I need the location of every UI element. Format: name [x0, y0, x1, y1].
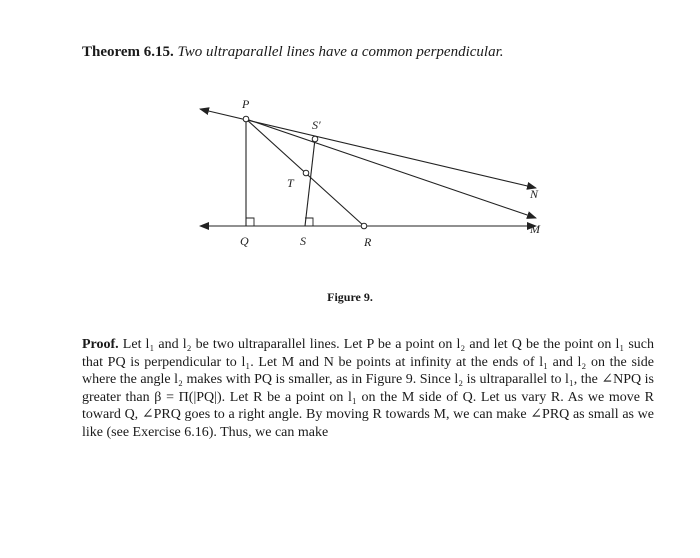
point-p: [243, 116, 249, 122]
label-p: P: [242, 97, 250, 111]
proof-paragraph: [82, 336, 654, 442]
label-s-prime: S′: [312, 118, 321, 132]
theorem-text: Two ultraparallel lines have a common perpendicular.: [177, 44, 504, 60]
proof-label: Proof.: [82, 337, 119, 352]
point-r: [361, 223, 367, 229]
theorem-label: Theorem 6.15.: [82, 44, 174, 60]
segment-ss-prime: [305, 139, 315, 226]
label-t: T: [287, 176, 294, 190]
proof-text: Let l₁ and l₂ be two ultraparallel lines. Let P be a point on l₂ and let Q be the point on l₁ such that PQ is perpendicular to l₁. Let M and N be points at infinity at the ends of l₁ and l₂ on the side where the angle l₂ makes with PQ is smaller, as in Figure 9. Since l₂ is ultraparallel to l₁, the ∠NPQ is greater than β = Π(|PQ|). Let R be a point on l₁ on the M side of Q. Let us vary R. As we move R toward Q, ∠PRQ goes to a right angle. By moving R towards M, we can make ∠PRQ as small as we like (see Exercise 6.16). Thus, we can make: [82, 337, 654, 440]
line-pm: [246, 119, 536, 218]
label-s: S: [300, 234, 306, 248]
label-q: Q: [240, 234, 249, 248]
label-n: N: [530, 187, 539, 201]
label-r: R: [364, 235, 372, 249]
point-t: [303, 170, 309, 176]
figure-caption: Figure 9.: [327, 290, 373, 304]
point-s-prime: [312, 136, 318, 142]
right-angle-q: [246, 218, 254, 226]
label-m: M: [530, 222, 540, 236]
